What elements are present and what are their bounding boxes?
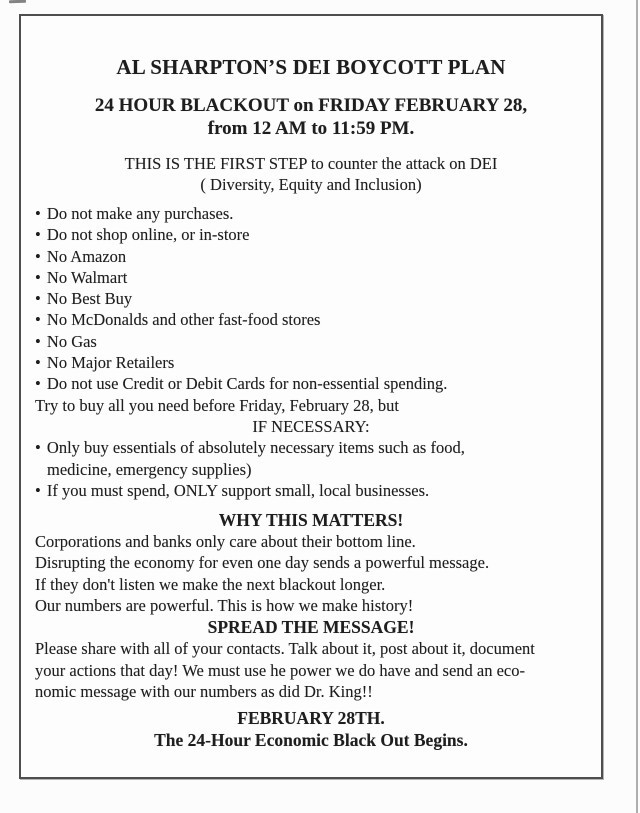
text-line: • No Best Buy	[35, 289, 133, 309]
intro-line-1: THIS IS THE FIRST STEP to counter the attack on DEI	[124, 154, 498, 173]
event-line-1: 24 HOUR BLACKOUT on FRIDAY FEBRUARY 28,	[94, 95, 528, 116]
boycott-rules-list	[35, 203, 587, 395]
text-line: • No Walmart	[35, 267, 128, 287]
text-line: • No Gas	[35, 331, 97, 351]
bullet-marker: •	[35, 204, 45, 223]
spread-the-message-lines	[35, 638, 587, 702]
event-block	[35, 95, 587, 140]
bullet-marker: •	[35, 438, 45, 458]
intro-block	[35, 153, 587, 195]
closing-date-heading: FEBRUARY 28TH.	[237, 708, 385, 729]
text-line: nomic message with our numbers as did Dr. King!!	[35, 681, 373, 701]
bullet-marker: •	[35, 480, 45, 500]
text-line: • Do not shop online, or in-store	[35, 225, 250, 245]
text-line: If they don't listen we make the next blackout longer.	[35, 574, 386, 594]
text-line: Corporations and banks only care about their bottom line.	[35, 532, 416, 552]
event-line-2: from 12 AM to 11:59 PM.	[207, 117, 415, 139]
scan-smudge-top-left	[9, 0, 26, 3]
text-line: • Only buy essentials of absolutely necessary items such as food,	[35, 438, 465, 458]
if-necessary-heading: IF NECESSARY:	[252, 416, 370, 436]
bullet-marker: •	[35, 310, 45, 330]
text-line: Disrupting the economy for even one day sends a powerful message.	[35, 553, 490, 573]
flyer-content	[21, 16, 601, 751]
flyer-border-frame	[19, 14, 603, 779]
text-line: Our numbers are powerful. This is how we make history!	[35, 596, 414, 616]
bullet-marker: •	[35, 374, 45, 394]
if-necessary-list	[35, 437, 587, 501]
bullet-marker: •	[35, 289, 45, 309]
bullet-marker: •	[35, 331, 45, 351]
text-line: • Do not make any purchases.	[35, 204, 234, 223]
text-line: your actions that day! We must use he power we do have and send an eco-	[35, 660, 526, 680]
text-line: • No McDonalds and other fast-food stores	[35, 310, 321, 330]
flyer-title: AL SHARPTON’S DEI BOYCOTT PLAN	[116, 55, 506, 79]
text-line: • No Major Retailers	[35, 353, 175, 373]
text-line: • Do not use Credit or Debit Cards for non-essential spending.	[35, 374, 448, 394]
why-this-matters-lines	[35, 531, 587, 616]
bullet-marker: •	[35, 267, 45, 287]
scan-edge-artifact	[636, 0, 638, 813]
intro-line-2: ( Diversity, Equity and Inclusion)	[200, 175, 422, 194]
text-line: • If you must spend, ONLY support small, local businesses.	[35, 480, 430, 500]
advice-line: Try to buy all you need before Friday, February 28, but	[35, 395, 400, 415]
spread-the-message-heading: SPREAD THE MESSAGE!	[207, 617, 415, 638]
bullet-marker: •	[35, 225, 45, 245]
closing-final-line: The 24-Hour Economic Black Out Begins.	[154, 730, 468, 751]
text-line: • No Amazon	[35, 246, 127, 266]
why-this-matters-heading: WHY THIS MATTERS!	[218, 510, 404, 531]
text-line: Please share with all of your contacts. Talk about it, post about it, document	[35, 639, 535, 659]
text-line: medicine, emergency supplies)	[47, 459, 252, 479]
bullet-marker: •	[35, 246, 45, 266]
bullet-marker: •	[35, 353, 45, 373]
